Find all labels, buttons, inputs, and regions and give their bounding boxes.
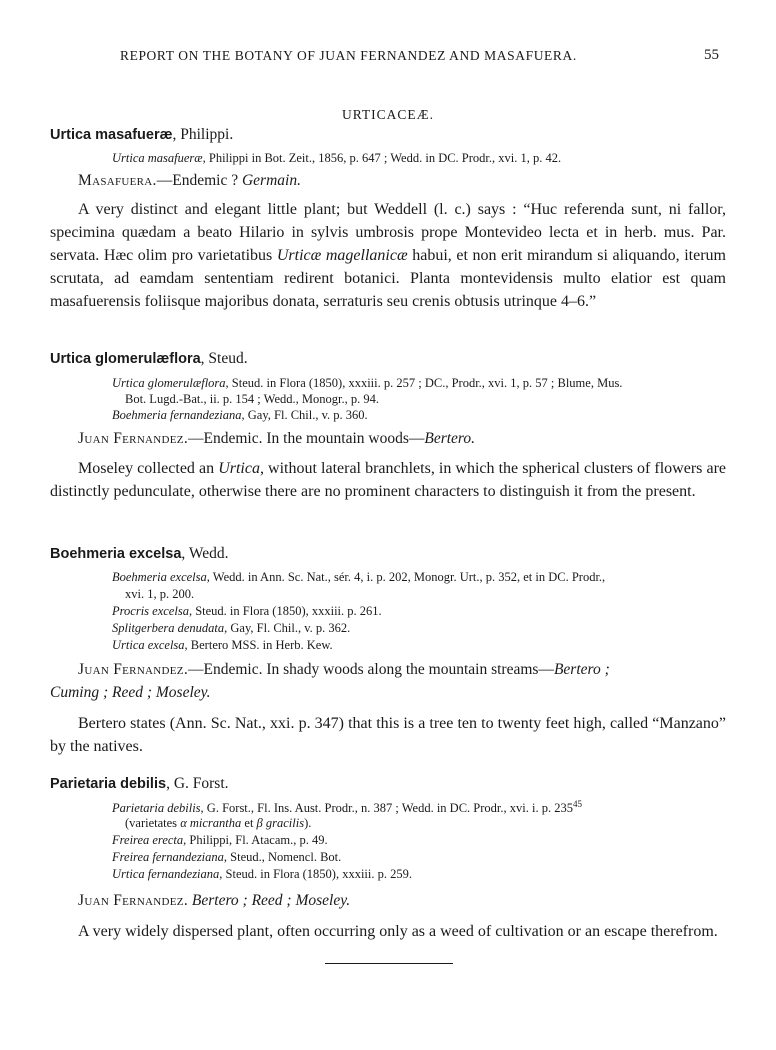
- collector-name: Bertero ; Reed ; Moseley.: [191, 892, 351, 909]
- species-author: , Steud.: [200, 350, 248, 367]
- species-note: [50, 712, 726, 758]
- note-text: Bertero states (Ann. Sc. Nat., xxi. p. 347) that this is a tree ten to twenty feet high, called “Manzano” by the natives.: [50, 715, 726, 755]
- variety-name: α micrantha: [180, 816, 242, 830]
- synonym-citation: , Philippi, Fl. Atacam., p. 49.: [183, 833, 328, 847]
- species-name: Boehmeria excelsa: [50, 546, 182, 562]
- species-heading: [50, 545, 229, 563]
- locality-place: Juan Fernandez.: [78, 892, 189, 909]
- synonym-line: [112, 376, 622, 391]
- section-title: URTICACEÆ.: [341, 107, 435, 122]
- species-heading: [50, 350, 248, 368]
- synonym-citation: , Gay, Fl. Chil., v. p. 362.: [224, 621, 351, 635]
- synonym-name: Urtica fernandeziana: [112, 867, 220, 881]
- synonym-citation: , Gay, Fl. Chil., v. p. 360.: [241, 408, 368, 422]
- locality-line: [78, 892, 350, 910]
- note-text: [50, 198, 726, 313]
- variety-name: β gracilis: [256, 816, 305, 830]
- collector-name: Bertero.: [424, 430, 476, 447]
- species-note: [50, 198, 726, 313]
- locality-line: [78, 661, 610, 679]
- synonym-line: [112, 151, 561, 166]
- note-text: A very widely dispersed plant, often occurring only as a weed of cultivation or an escape therefrom.: [78, 923, 718, 940]
- collector-names: Cuming ; Reed ; Moseley.: [50, 684, 211, 701]
- continuation-text: et: [241, 816, 257, 830]
- synonym-name: Freirea fernandeziana: [112, 850, 224, 864]
- note-part: Moseley collected an: [78, 460, 219, 477]
- running-header: REPORT ON THE BOTANY OF JUAN FERNANDEZ AND MASAFUERA.: [120, 48, 577, 63]
- species-author: , Wedd.: [181, 545, 229, 562]
- synonym-continuation: xvi. 1, p. 200.: [125, 587, 195, 601]
- note-text: [50, 457, 726, 503]
- note-part: habui, et non erit mirandum si aliquando, iterum scrutata, ad eamdam sententiam redirent botanici. Planta montevidensis multo elatior est quam masafuerensis foliisque majoribus donata, serraturis seu crenis obtusis utrinque 4–6.”: [50, 247, 726, 310]
- species-name: Urtica glomerulæflora: [50, 351, 201, 367]
- locality-line: [78, 430, 475, 448]
- synonym-citation: , G. Forst., Fl. Ins. Aust. Prodr., n. 387 ; Wedd. in DC. Prodr., xvi. i. p. 235: [200, 801, 573, 816]
- synonym-line: [112, 621, 350, 636]
- species-name: Parietaria debilis: [50, 776, 167, 792]
- locality-place: Juan Fernandez.: [78, 430, 189, 447]
- species-author: , Philippi.: [172, 126, 234, 143]
- synonym-name: Procris excelsa: [112, 604, 189, 618]
- collector-name: Bertero ;: [553, 661, 610, 678]
- species-note: [50, 457, 726, 503]
- synonym-name: Splitgerbera denudata: [112, 621, 225, 635]
- synonym-line: [112, 638, 333, 653]
- synonym-line: [112, 570, 605, 585]
- synonym-name: Urtica glomerulæflora: [112, 376, 226, 390]
- locality-place: Masafuera.: [78, 172, 157, 189]
- synonym-line: [112, 867, 412, 882]
- synonym-name: Freirea erecta: [112, 833, 184, 847]
- synonym-name: Urtica masafueræ: [112, 151, 203, 165]
- synonym-citation: , Wedd. in Ann. Sc. Nat., sér. 4, i. p. 202, Monogr. Urt., p. 352, et in DC. Prodr.,: [206, 570, 606, 584]
- continuation-text: (varietates: [125, 816, 181, 830]
- synonym-name: Boehmeria excelsa: [112, 570, 207, 584]
- locality-status: —Endemic ?: [156, 172, 242, 189]
- synonym-name: Parietaria debilis: [112, 801, 201, 816]
- synonym-line: [112, 833, 328, 848]
- page-number: 55: [704, 47, 719, 63]
- species-author: , G. Forst.: [166, 775, 229, 792]
- synonym-line: [112, 799, 582, 816]
- synonym-continuation: Bot. Lugd.-Bat., ii. p. 154 ; Wedd., Monogr., p. 94.: [125, 392, 379, 406]
- synonym-citation: , Steud. in Flora (1850), xxxiii. p. 257 ; DC., Prodr., xvi. 1, p. 57 ; Blume, Mus.: [225, 376, 623, 390]
- footnote-ref: 45: [572, 799, 582, 809]
- synonym-name: Urtica excelsa: [112, 638, 185, 652]
- species-note: [50, 920, 726, 943]
- continuation-text: ).: [304, 816, 312, 830]
- synonym-citation: , Steud., Nomencl. Bot.: [223, 850, 342, 864]
- locality-place: Juan Fernandez.: [78, 661, 189, 678]
- species-name: Urtica masafueræ: [50, 127, 173, 143]
- synonym-continuation: [125, 816, 311, 831]
- synonym-citation: , Steud. in Flora (1850), xxxiii. p. 261.: [188, 604, 382, 618]
- closing-rule: [325, 963, 453, 964]
- locality-collectors-continuation: [50, 684, 211, 702]
- note-italic: Urticæ magellanicæ: [276, 247, 408, 264]
- species-heading: [50, 126, 233, 144]
- locality-status: —Endemic. In shady woods along the mountain streams—: [188, 661, 554, 678]
- species-heading: [50, 775, 229, 793]
- synonym-citation: , Philippi in Bot. Zeit., 1856, p. 647 ; Wedd. in DC. Prodr., xvi. 1, p. 42.: [202, 151, 562, 165]
- synonym-line: [112, 604, 382, 619]
- collector-name: Germain.: [241, 172, 301, 189]
- note-part: A very distinct and elegant little plant; but Weddell (l. c.) says : “Huc referenda sunt, ni fallor, specimina quædam a beato Hilario in sylvis umbrosis prope Montevideo lecta et in herb. mus. Par. servata. Hæc olim pro varietatibus: [50, 201, 726, 264]
- synonym-citation: , Steud. in Flora (1850), xxxiii. p. 259.: [219, 867, 412, 881]
- synonym-citation: , Bertero MSS. in Herb. Kew.: [184, 638, 333, 652]
- synonym-line: [112, 408, 368, 423]
- note-italic: Urtica: [218, 460, 260, 477]
- note-part: , without lateral branchlets, in which the spherical clusters of flowers are distinctly pedunculate, otherwise there are no prominent characters to distinguish it from the present.: [50, 460, 726, 500]
- synonym-line: [112, 850, 341, 865]
- locality-status: —Endemic. In the mountain woods—: [188, 430, 425, 447]
- locality-line: [78, 172, 301, 190]
- synonym-name: Boehmeria fernandeziana: [112, 408, 242, 422]
